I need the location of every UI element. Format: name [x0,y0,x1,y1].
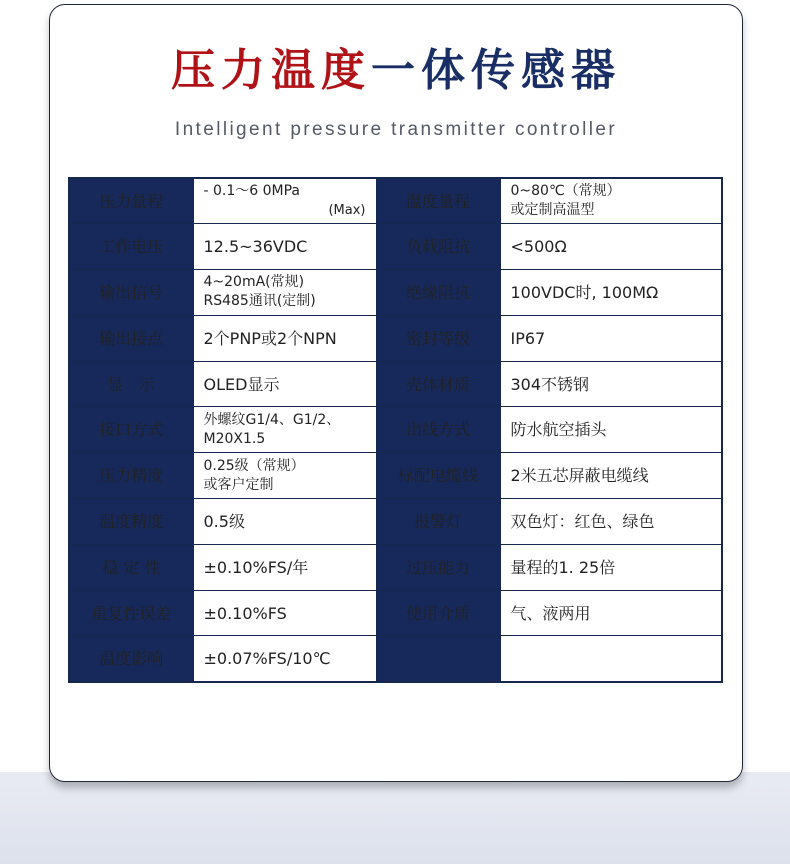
spec-label: 壳体材质 [376,361,500,407]
spec-value [500,178,722,224]
spec-value-line: 气、液两用 [510,603,591,623]
spec-label: 标配电缆线 [376,453,500,499]
spec-label: 出线方式 [376,407,500,453]
spec-value [500,270,722,316]
spec-label: 工作电压 [69,224,193,270]
spec-value-line: OLED显示 [203,374,280,394]
spec-label: 压力量程 [69,178,193,224]
spec-value-line: 2个PNP或2个NPN [203,328,337,348]
page-subtitle: Intelligent pressure transmitter controller [174,119,618,140]
spec-value [500,453,722,499]
spec-value [500,315,722,361]
spec-value-line: 双色灯：红色、绿色 [510,511,655,531]
spec-row [69,636,722,682]
spec-value-line: 4~20mA(常规) [203,274,305,291]
spec-row [69,590,722,636]
spec-row [69,315,722,361]
spec-value [193,224,376,270]
spec-value [500,544,722,590]
spec-value-line: RS485通讯(定制) [203,293,316,310]
spec-value [193,315,376,361]
spec-value [193,453,376,499]
spec-value [193,636,376,682]
spec-value-line: - 0.1～6 0MPa [203,183,301,200]
spec-value [193,590,376,636]
spec-value-line: ±0.10%FS [203,603,287,623]
spec-value [500,636,722,682]
spec-value-line: 或客户定制 [203,476,274,493]
spec-value [193,270,376,316]
spec-value [500,224,722,270]
spec-value-line: M20X1.5 [203,430,266,447]
spec-value [193,499,376,545]
spec-value-line: ±0.07%FS/10℃ [203,649,331,669]
spec-label: 稳 定 性 [69,544,193,590]
spec-label: 绝缘阻抗 [376,270,500,316]
spec-row [69,544,722,590]
spec-label: 重复性误差 [69,590,193,636]
spec-value [193,544,376,590]
spec-row [69,178,722,224]
spec-value [500,499,722,545]
spec-label: 温度精度 [69,499,193,545]
spec-value-line: 或定制高温型 [510,202,595,219]
spec-label: 负载阻抗 [376,224,500,270]
spec-label: 接口方式 [69,407,193,453]
spec-label: 输出接点 [69,315,193,361]
spec-row [69,499,722,545]
spec-label: 使用介质 [376,590,500,636]
spec-label: 密封等级 [376,315,500,361]
spec-value-line: 12.5~36VDC [203,237,308,257]
spec-value-line: 100VDC时, 100MΩ [510,282,659,302]
title-red-part: 压力温度 [171,45,371,96]
spec-value [500,590,722,636]
spec-row [69,407,722,453]
spec-value [193,361,376,407]
spec-table [68,177,723,683]
spec-row [69,270,722,316]
spec-value-line: 外螺纹G1/4、G1/2、 [203,411,341,428]
spec-value [500,407,722,453]
spec-value-line: 304不锈钢 [510,374,590,394]
spec-value-line: 0.5级 [203,511,245,531]
spec-label: 过压能力 [376,544,500,590]
bottom-background-band [0,772,790,864]
spec-label: 压力精度 [69,453,193,499]
page-title [50,41,742,101]
spec-row [69,361,722,407]
spec-label: 显 示 [69,361,193,407]
spec-value-line: 0.25级（常规） [203,457,305,474]
spec-label: 温度量程 [376,178,500,224]
spec-value [193,178,376,224]
spec-label [376,636,500,682]
spec-value-line: ±0.10%FS/年 [203,557,309,577]
spec-value-line: (Max) [328,203,366,219]
spec-row [69,224,722,270]
spec-label: 温度影响 [69,636,193,682]
spec-value-line: <500Ω [510,237,567,257]
spec-label: 报警灯 [376,499,500,545]
spec-value [500,361,722,407]
spec-value-line: 防水航空插头 [510,420,607,440]
spec-value [193,407,376,453]
spec-value-line: 0~80℃（常规） [510,183,621,200]
title-blue-part: 一体传感器 [371,45,621,96]
spec-value-line: IP67 [510,328,546,348]
spec-value-line: 量程的1. 25倍 [510,557,616,577]
spec-value-line: 2米五芯屏蔽电缆线 [510,466,649,486]
spec-label: 输出信号 [69,270,193,316]
spec-row [69,453,722,499]
